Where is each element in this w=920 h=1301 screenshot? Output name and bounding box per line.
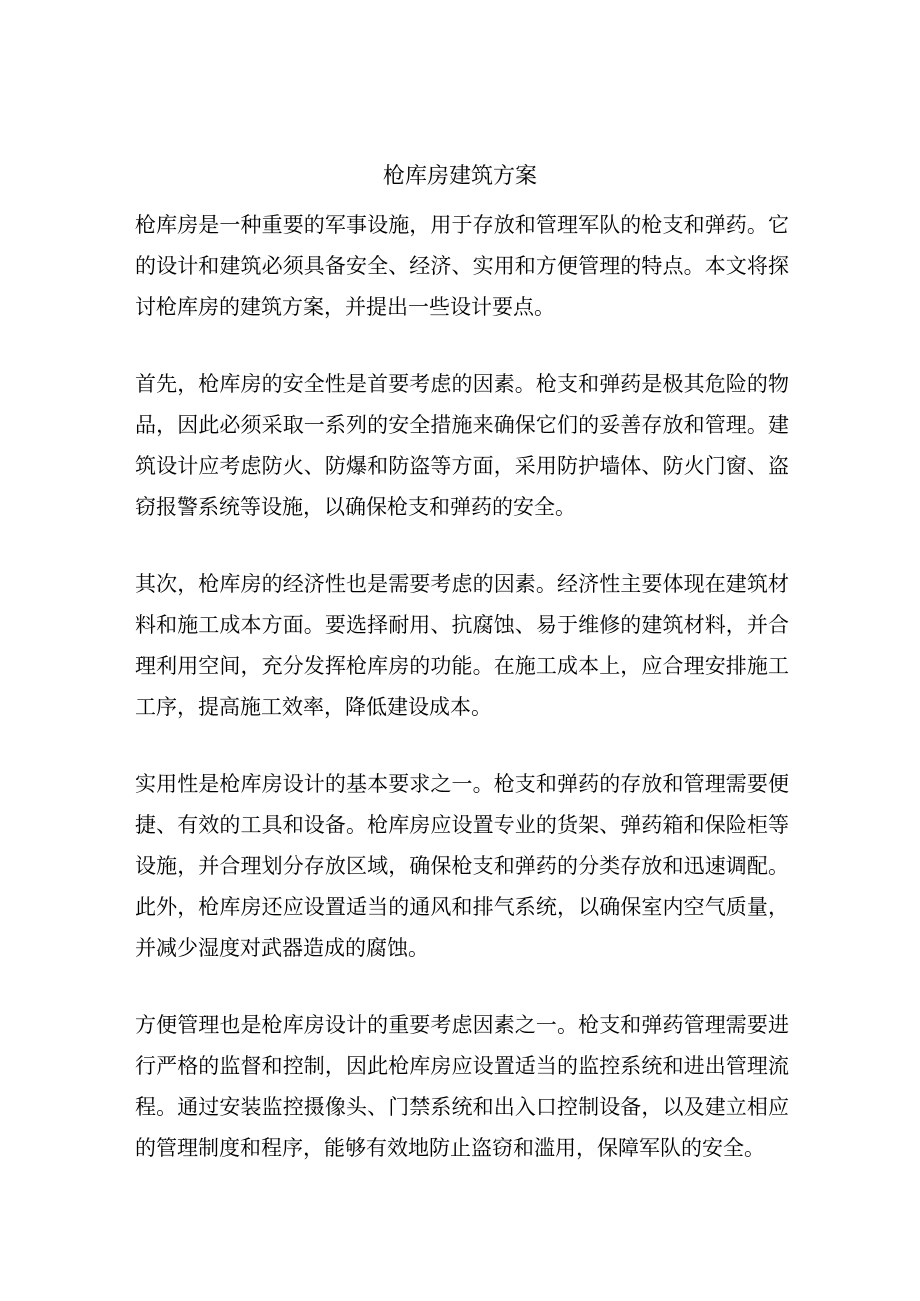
document-title: 枪库房建筑方案 — [382, 164, 537, 189]
paragraph-intro: 枪库房是一种重要的军事设施，用于存放和管理军队的枪支和弹药。它的设计和建筑必须具备安全、经济、实用和方便管理的特点。本文将探讨枪库房的建筑方案，并提出一些设计要点。 — [135, 213, 789, 319]
paragraph-management: 方便管理也是枪库房设计的重要考虑因素之一。枪支和弹药管理需要进行严格的监督和控制，因此枪库房应设置适当的监控系统和进出管理流程。通过安装监控摄像头、门禁系统和出入口控制设备，以及建立相应的管理制度和程序，能够有效地防止盗窃和滥用，保障军队的安全。 — [135, 1013, 789, 1160]
paragraph-economy: 其次，枪库房的经济性也是需要考虑的因素。经济性主要体现在建筑材料和施工成本方面。要选择耐用、抗腐蚀、易于维修的建筑材料，并合理利用空间，充分发挥枪库房的功能。在施工成本上，应合理安排施工工序，提高施工效率，降低建设成本。 — [135, 572, 789, 719]
paragraph-practicality: 实用性是枪库房设计的基本要求之一。枪支和弹药的存放和管理需要便捷、有效的工具和设备。枪库房应设置专业的货架、弹药箱和保险柜等设施，并合理划分存放区域，确保枪支和弹药的分类存放和迅速调配。此外，枪库房还应设置适当的通风和排气系统，以确保室内空气质量，并减少湿度对武器造成的腐蚀。 — [135, 772, 789, 960]
paragraph-safety: 首先，枪库房的安全性是首要考虑的因素。枪支和弹药是极其危险的物品，因此必须采取一系列的安全措施来确保它们的妥善存放和管理。建筑设计应考虑防火、防爆和防盗等方面，采用防护墙体、防火门窗、盗窃报警系统等设施，以确保枪支和弹药的安全。 — [135, 372, 789, 519]
document-body — [135, 205, 789, 1205]
